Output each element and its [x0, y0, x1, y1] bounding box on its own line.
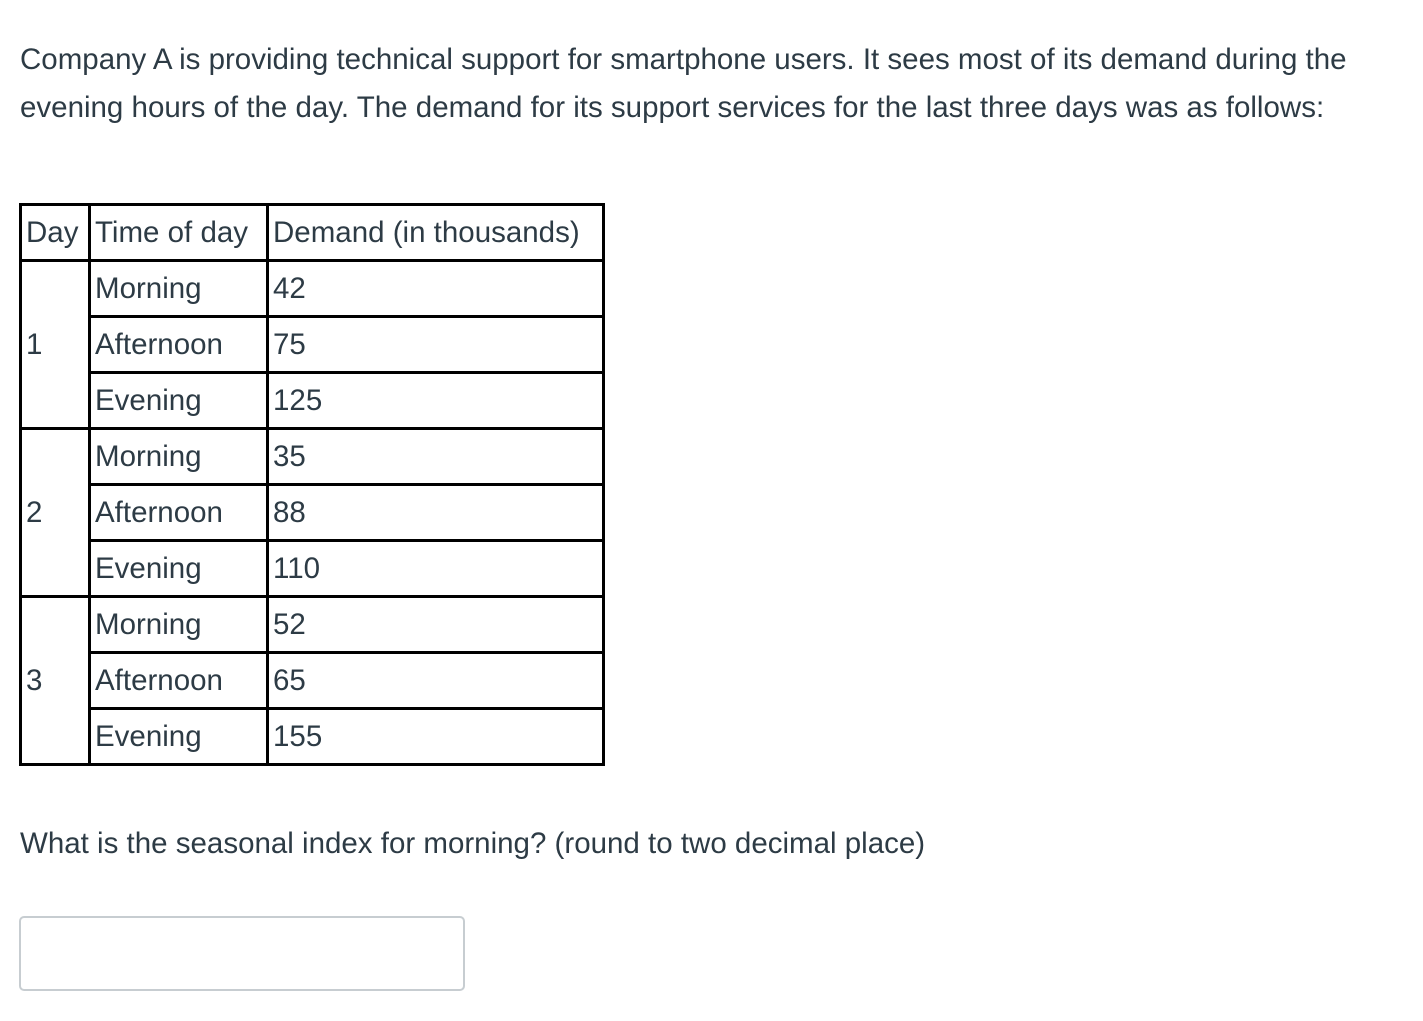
- time-cell: Afternoon: [90, 653, 268, 709]
- demand-cell: 75: [268, 317, 604, 373]
- demand-cell: 125: [268, 373, 604, 429]
- time-cell: Evening: [90, 709, 268, 765]
- header-demand: Demand (in thousands): [268, 205, 604, 261]
- time-cell: Evening: [90, 373, 268, 429]
- answer-input[interactable]: [19, 916, 465, 991]
- table-row: [21, 653, 604, 709]
- demand-cell: 52: [268, 597, 604, 653]
- table-row: [21, 597, 604, 653]
- header-day: Day: [21, 205, 90, 261]
- day-cell: 3: [21, 597, 90, 765]
- time-cell: Morning: [90, 261, 268, 317]
- demand-cell: 42: [268, 261, 604, 317]
- demand-cell: 88: [268, 485, 604, 541]
- question-intro: Company A is providing technical support for smartphone users. It sees most of its demand during the evening hours of the day. The demand for its support services for the last three days was as follows:: [20, 43, 1347, 124]
- time-cell: Afternoon: [90, 485, 268, 541]
- day-cell: 1: [21, 261, 90, 429]
- table-row: [21, 541, 604, 597]
- table-row: [21, 261, 604, 317]
- day-cell: 2: [21, 429, 90, 597]
- table-row: [21, 709, 604, 765]
- demand-cell: 110: [268, 541, 604, 597]
- time-cell: Morning: [90, 597, 268, 653]
- time-cell: Morning: [90, 429, 268, 485]
- question-prompt: What is the seasonal index for morning? (round to two decimal place): [20, 827, 926, 860]
- demand-table: [19, 203, 605, 766]
- demand-cell: 155: [268, 709, 604, 765]
- table-row: [21, 317, 604, 373]
- header-time-of-day: Time of day: [90, 205, 268, 261]
- time-cell: Afternoon: [90, 317, 268, 373]
- table-row: [21, 373, 604, 429]
- table-header-row: [21, 205, 604, 261]
- demand-cell: 65: [268, 653, 604, 709]
- demand-cell: 35: [268, 429, 604, 485]
- time-cell: Evening: [90, 541, 268, 597]
- table-row: [21, 485, 604, 541]
- table-row: [21, 429, 604, 485]
